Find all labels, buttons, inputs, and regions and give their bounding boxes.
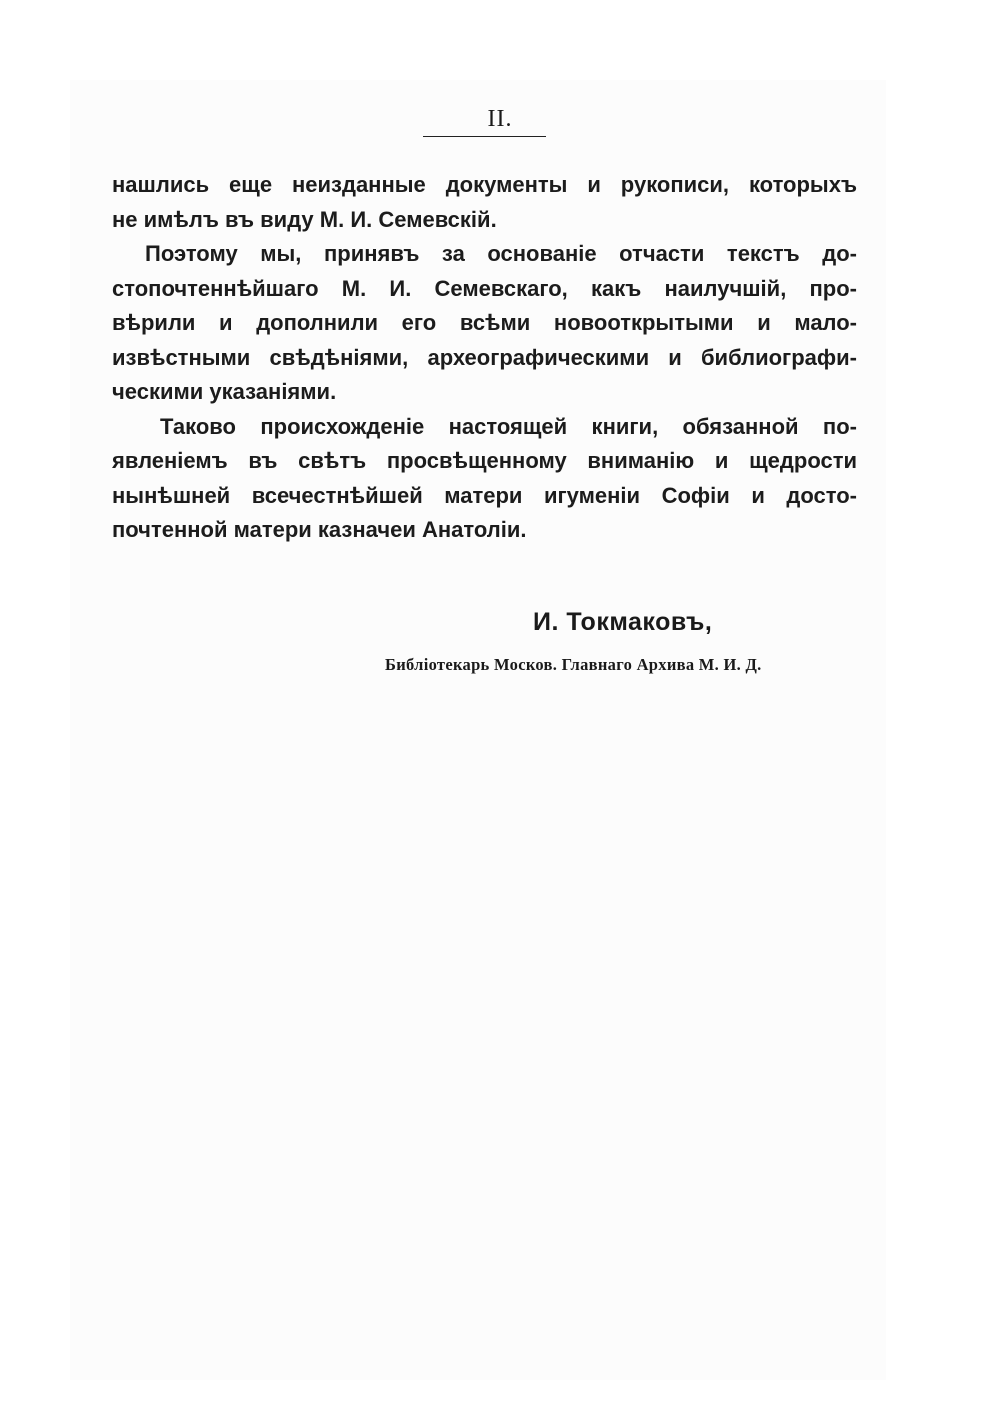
paragraph-2 [112,237,857,410]
text-line: не имѣлъ въ виду М. И. Семевскій. [112,206,497,232]
page-number: II. [487,106,513,132]
body-text [112,168,857,548]
signature-name: И. Токмаковъ, [533,608,713,636]
text-line: нынѣшней всечестнѣйшей матери игуменіи Софіи и досто- [112,482,857,508]
page-number-rule [423,136,546,137]
text-line: нашлись еще неизданные документы и рукописи, которыхъ [112,172,857,197]
text-line: почтенной матери казначеи Анатоліи. [112,517,527,542]
text-line: ческими указаніями. [112,379,337,404]
text-line: Таково происхожденіе настоящей книги, обязанной по- [160,413,857,439]
text-line: вѣрили и дополнили его всѣми новооткрытыми и мало- [112,310,857,335]
text-line: извѣстными свѣдѣніями, археографическими и библиографи- [112,344,857,370]
text-line: явленіемъ въ свѣтъ просвѣщенному вниманію и щедрости [112,448,857,473]
text-line: стопочтеннѣйшаго М. И. Семевскаго, какъ наилучшій, про- [112,275,857,301]
signature-title: Библіотекарь Москов. Главнаго Архива М. И. Д. [385,655,762,674]
text-line: Поэтому мы, принявъ за основаніе отчасти текстъ до- [145,241,857,266]
paragraph-1 [112,168,857,237]
paragraph-3 [112,410,857,548]
